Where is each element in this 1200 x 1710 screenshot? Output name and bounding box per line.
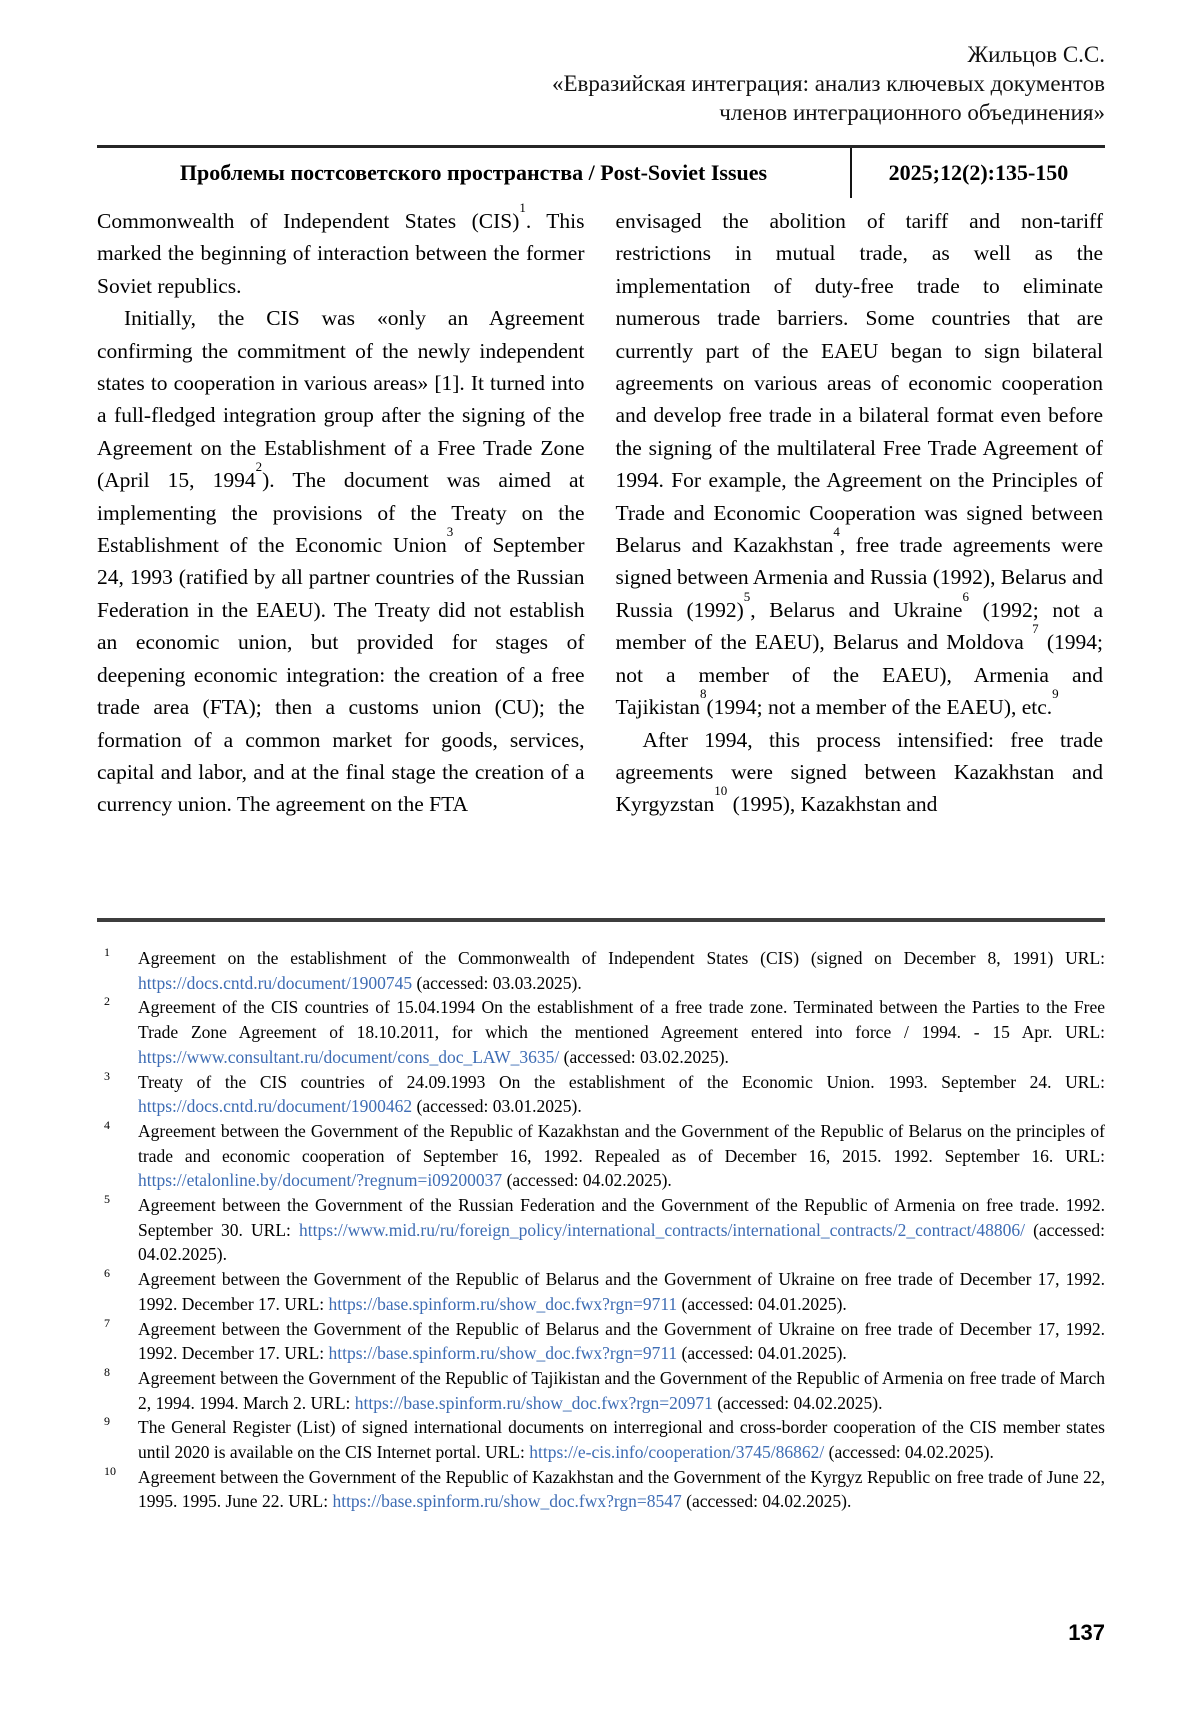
journal-info-strip <box>97 145 1105 198</box>
footnote-text: Agreement between the Government of the Republic of Tajikistan and the Government of the Republic of Armenia on free trade of March 2, 1994. 1994. March 2. URL: https://base.spinform.ru/show_doc.fwx?rgn=20971 (accessed: 04.02.2025). <box>138 1367 1105 1413</box>
footnote-url-link[interactable]: https://base.spinform.ru/show_doc.fwx?rgn=9711 <box>328 1343 678 1364</box>
article-title-line-1: «Евразийская интеграция: анализ ключевых документов <box>551 71 1105 96</box>
footnote-text: Agreement between the Government of the Russian Federation and the Government of the Republic of Armenia on free trade. 1992. September 30. URL: https://www.mid.ru/ru/foreign_policy/international_contracts/international_contracts/2_contract/48806/ (accessed: 04.02.2025). <box>138 1195 1105 1265</box>
footnote: 7 Agreement between the Government of the Republic of Belarus and the Government of Ukraine on free trade of December 17, 1992. 1992. December 17. URL: https://base.spinform.ru/show_doc.fwx?rgn=9711 (accessed: 04.01.2025). <box>104 1315 1105 1364</box>
left-column <box>97 199 585 821</box>
footnote-url-link[interactable]: https://docs.cntd.ru/document/1900462 <box>138 1096 413 1117</box>
footnote-ref: 2 <box>255 459 263 475</box>
footnote: 6 Agreement between the Government of the Republic of Belarus and the Government of Ukraine on free trade of December 17, 1992. 1992. December 17. URL: https://base.spinform.ru/show_doc.fwx?rgn=9711 (accessed: 04.01.2025). <box>104 1266 1105 1314</box>
footnote-text: Agreement between the Government of the Republic of Kazakhstan and the Government of the Kyrgyz Republic on free trade of June 22, 1995. 1995. June 22. URL: https://base.spinform.ru/show_doc.fwx?rgn=8547 (accessed: 04.02.2025). <box>138 1466 1105 1512</box>
paragraph: After 1994, this process intensified: free trade agreements were signed between Kazakhstan and Kyrgyzstan$^{10}$ (1995), Kazakhstan and <box>615 727 1103 817</box>
article-body <box>97 199 1103 821</box>
footnote-ref: 1 <box>519 199 526 215</box>
issue-info: 2025;12(2):135-150 <box>888 160 1069 185</box>
footnote-url-link[interactable]: https://base.spinform.ru/show_doc.fwx?rgn=20971 <box>354 1392 713 1413</box>
article-title-line-2: членов интеграционного объединения» <box>719 100 1105 125</box>
footnote: 3 Treaty of the CIS countries of 24.09.1993 On the establishment of the Economic Union. 1993. September 24. URL: https://docs.cntd.ru/document/1900462 (accessed: 03.01.2025). <box>104 1068 1105 1117</box>
footnotes-list <box>97 946 1105 1514</box>
page-header <box>97 40 1105 127</box>
journal-title: Проблемы постсоветского пространства / Post-Soviet Issues <box>97 148 852 198</box>
footnote: 10 Agreement between the Government of the Republic of Kazakhstan and the Government of the Kyrgyz Republic on free trade of June 22, 1995. 1995. June 22. URL: https://base.spinform.ru/show_doc.fwx?rgn=8547 (accessed: 04.02.2025). <box>104 1463 1105 1512</box>
footnote-url-link[interactable]: https://etalonline.by/document/?regnum=i09200037 <box>138 1170 503 1191</box>
footnotes-section <box>97 918 1105 1514</box>
paragraph: Commonwealth of Independent States (CIS)$^1$. This marked the beginning of interaction between the former Soviet republics. <box>97 199 585 298</box>
footnote-ref: 5 <box>743 588 751 604</box>
footnote-url-link[interactable]: https://base.spinform.ru/show_doc.fwx?rgn=8547 <box>332 1491 682 1512</box>
footnote-ref: 8 <box>699 685 707 701</box>
footnote: 2 Agreement of the CIS countries of 15.04.1994 On the establishment of a free trade zone. Terminated between the Parties to the Free Trade Zone Agreement of 18.10.2011, for which the mentioned Agreement entered into force / 1994. - 15 Apr. URL: https://www.consultant.ru/document/cons_doc_LAW_3635/ (accessed: 03.02.2025). <box>104 994 1105 1067</box>
footnote-url-link[interactable]: https://docs.cntd.ru/document/1900745 <box>138 972 413 993</box>
footnote-text: Agreement between the Government of the Republic of Belarus and the Government of Ukraine on free trade of December 17, 1992. 1992. December 17. URL: https://base.spinform.ru/show_doc.fwx?rgn=9711 (accessed: 04.01.2025). <box>138 1318 1105 1364</box>
footnote: 1 Agreement on the establishment of the Commonwealth of Independent States (CIS) (signed on December 8, 1991) URL: https://docs.cntd.ru/document/1900745 (accessed: 03.03.2025). <box>104 945 1105 993</box>
footnote-ref: 3 <box>446 523 454 539</box>
paragraph: envisaged the abolition of tariff and non-tariff restrictions in mutual trade, as well as the implementation of duty-free trade to eliminate numerous trade barriers. Some countries that are currently part of the EAEU began to sign bilateral agreements on various areas of economic cooperation and develop free trade in a bilateral format even before the signing of the multilateral Free Trade Agreement of 1994. For example, the Agreement on the Principles of Trade and Economic Cooperation was signed between Belarus and Kazakhstan$^4$, free trade agreements were signed between Armenia and Russia (1992), Belarus and Russia $(1992)^5$, Belarus and Ukraine$^6$ (1992; not a member of the EAEU), Belarus and Moldova $^7$ (1994; not a member of the EAEU), Armenia and Tajikistan$^8$(1994; not a member of the EAEU), etc.$^9$ <box>615 209 1103 720</box>
footnote-text: Agreement between the Government of the Republic of Belarus and the Government of Ukraine on free trade of December 17, 1992. 1992. December 17. URL: https://base.spinform.ru/show_doc.fwx?rgn=9711 (accessed: 04.01.2025). <box>138 1269 1105 1314</box>
footnote-ref: 9 <box>1052 685 1059 701</box>
footnote: 9 The General Register (List) of signed international documents on interregional and cross-border cooperation of the CIS member states until 2020 is available on the CIS Internet portal. URL: https://e-cis.info/cooperation/3745/86862/ (accessed: 04.02.2025). <box>104 1414 1105 1463</box>
footnote-url-link[interactable]: https://base.spinform.ru/show_doc.fwx?rgn=9711 <box>328 1293 678 1314</box>
footnote-separator-rule <box>97 918 1105 922</box>
footnote: 4 Agreement between the Government of the Republic of Kazakhstan and the Government of the Republic of Belarus on the principles of trade and economic cooperation of September 16, 1992. Repealed as of December 16, 2015. 1992. September 16. URL: https://etalonline.by/document/?regnum=i09200037 (accessed: 04.02.2025). <box>104 1117 1105 1191</box>
footnote-ref: 6 <box>962 588 969 604</box>
footnote-url-link[interactable]: https://www.mid.ru/ru/foreign_policy/international_contracts/international_contracts/2_contract/48806/ <box>299 1219 1025 1240</box>
footnote-url-link[interactable]: https://e-cis.info/cooperation/3745/86862/ <box>529 1442 825 1463</box>
footnote-text: Agreement between the Government of the Republic of Kazakhstan and the Government of the Republic of Belarus on the principles of trade and economic cooperation of September 16, 1992. Repealed as of December 16, 2015. 1992. September 16. URL: https://etalonline.by/document/?regnum=i09200037 (accessed: 04.02.2025). <box>138 1120 1105 1191</box>
right-column <box>616 205 1104 821</box>
author-name: Жильцов С.С. <box>967 42 1105 67</box>
footnote-ref: 7 <box>1032 621 1039 637</box>
page-number: 137 <box>1068 1620 1105 1645</box>
footnote: 8 Agreement between the Government of the Republic of Tajikistan and the Government of the Republic of Armenia on free trade of March 2, 1994. 1994. March 2. URL: https://base.spinform.ru/show_doc.fwx?rgn=20971 (accessed: 04.02.2025). <box>104 1364 1105 1413</box>
footnote-ref: 4 <box>833 523 840 539</box>
footnote: 5 Agreement between the Government of the Russian Federation and the Government of the Republic of Armenia on free trade. 1992. September 30. URL: https://www.mid.ru/ru/foreign_policy/international_contracts/international_contracts/2_contract/48806/ (accessed: 04.02.2025). <box>104 1192 1105 1265</box>
footnote-text: Treaty of the CIS countries of 24.09.1993 On the establishment of the Economic Union. 1993. September 24. URL: https://docs.cntd.ru/document/1900462 (accessed: 03.01.2025). <box>138 1071 1105 1117</box>
footnote-ref: 10 <box>714 783 728 799</box>
footnote-text: The General Register (List) of signed international documents on interregional and cross-border cooperation of the CIS member states until 2020 is available on the CIS Internet portal. URL: https://e-cis.info/cooperation/3745/86862/ (accessed: 04.02.2025). <box>138 1417 1105 1463</box>
footnote-url-link[interactable]: https://www.consultant.ru/document/cons_doc_LAW_3635/ <box>138 1046 560 1067</box>
footnote-text: Agreement of the CIS countries of 15.04.1994 On the establishment of a free trade zone. Terminated between the Parties to the Free Trade Zone Agreement of 18.10.2011, for which the mentioned Agreement entered into force / 1994. - 15 Apr. URL: https://www.consultant.ru/document/cons_doc_LAW_3635/ (accessed: 03.02.2025). <box>138 997 1105 1067</box>
footnote-text: Agreement on the establishment of the Commonwealth of Independent States (CIS) (signed on December 8, 1991) URL: https://docs.cntd.ru/document/1900745 (accessed: 03.03.2025). <box>138 948 1105 993</box>
paragraph: Initially, the CIS was «only an Agreement confirming the commitment of the newly independent states to cooperation in various areas» [1]. It turned into a full-fledged integration group after the signing of the Agreement on the Establishment of a Free Trade Zone (April 15, 1994$^2$). The document was aimed at implementing the provisions of the Treaty on the Establishment of the Economic Union$^3$ of September 24, 1993 (ratified by all partner countries of the Russian Federation in the EAEU). The Treaty did not establish an economic union, but provided for stages of deepening economic integration: the creation of a free trade area (FTA); then a customs union (CU); the formation of a common market for goods, services, capital and labor, and at the final stage the creation of a currency union. The agreement on the FTA <box>97 306 585 817</box>
